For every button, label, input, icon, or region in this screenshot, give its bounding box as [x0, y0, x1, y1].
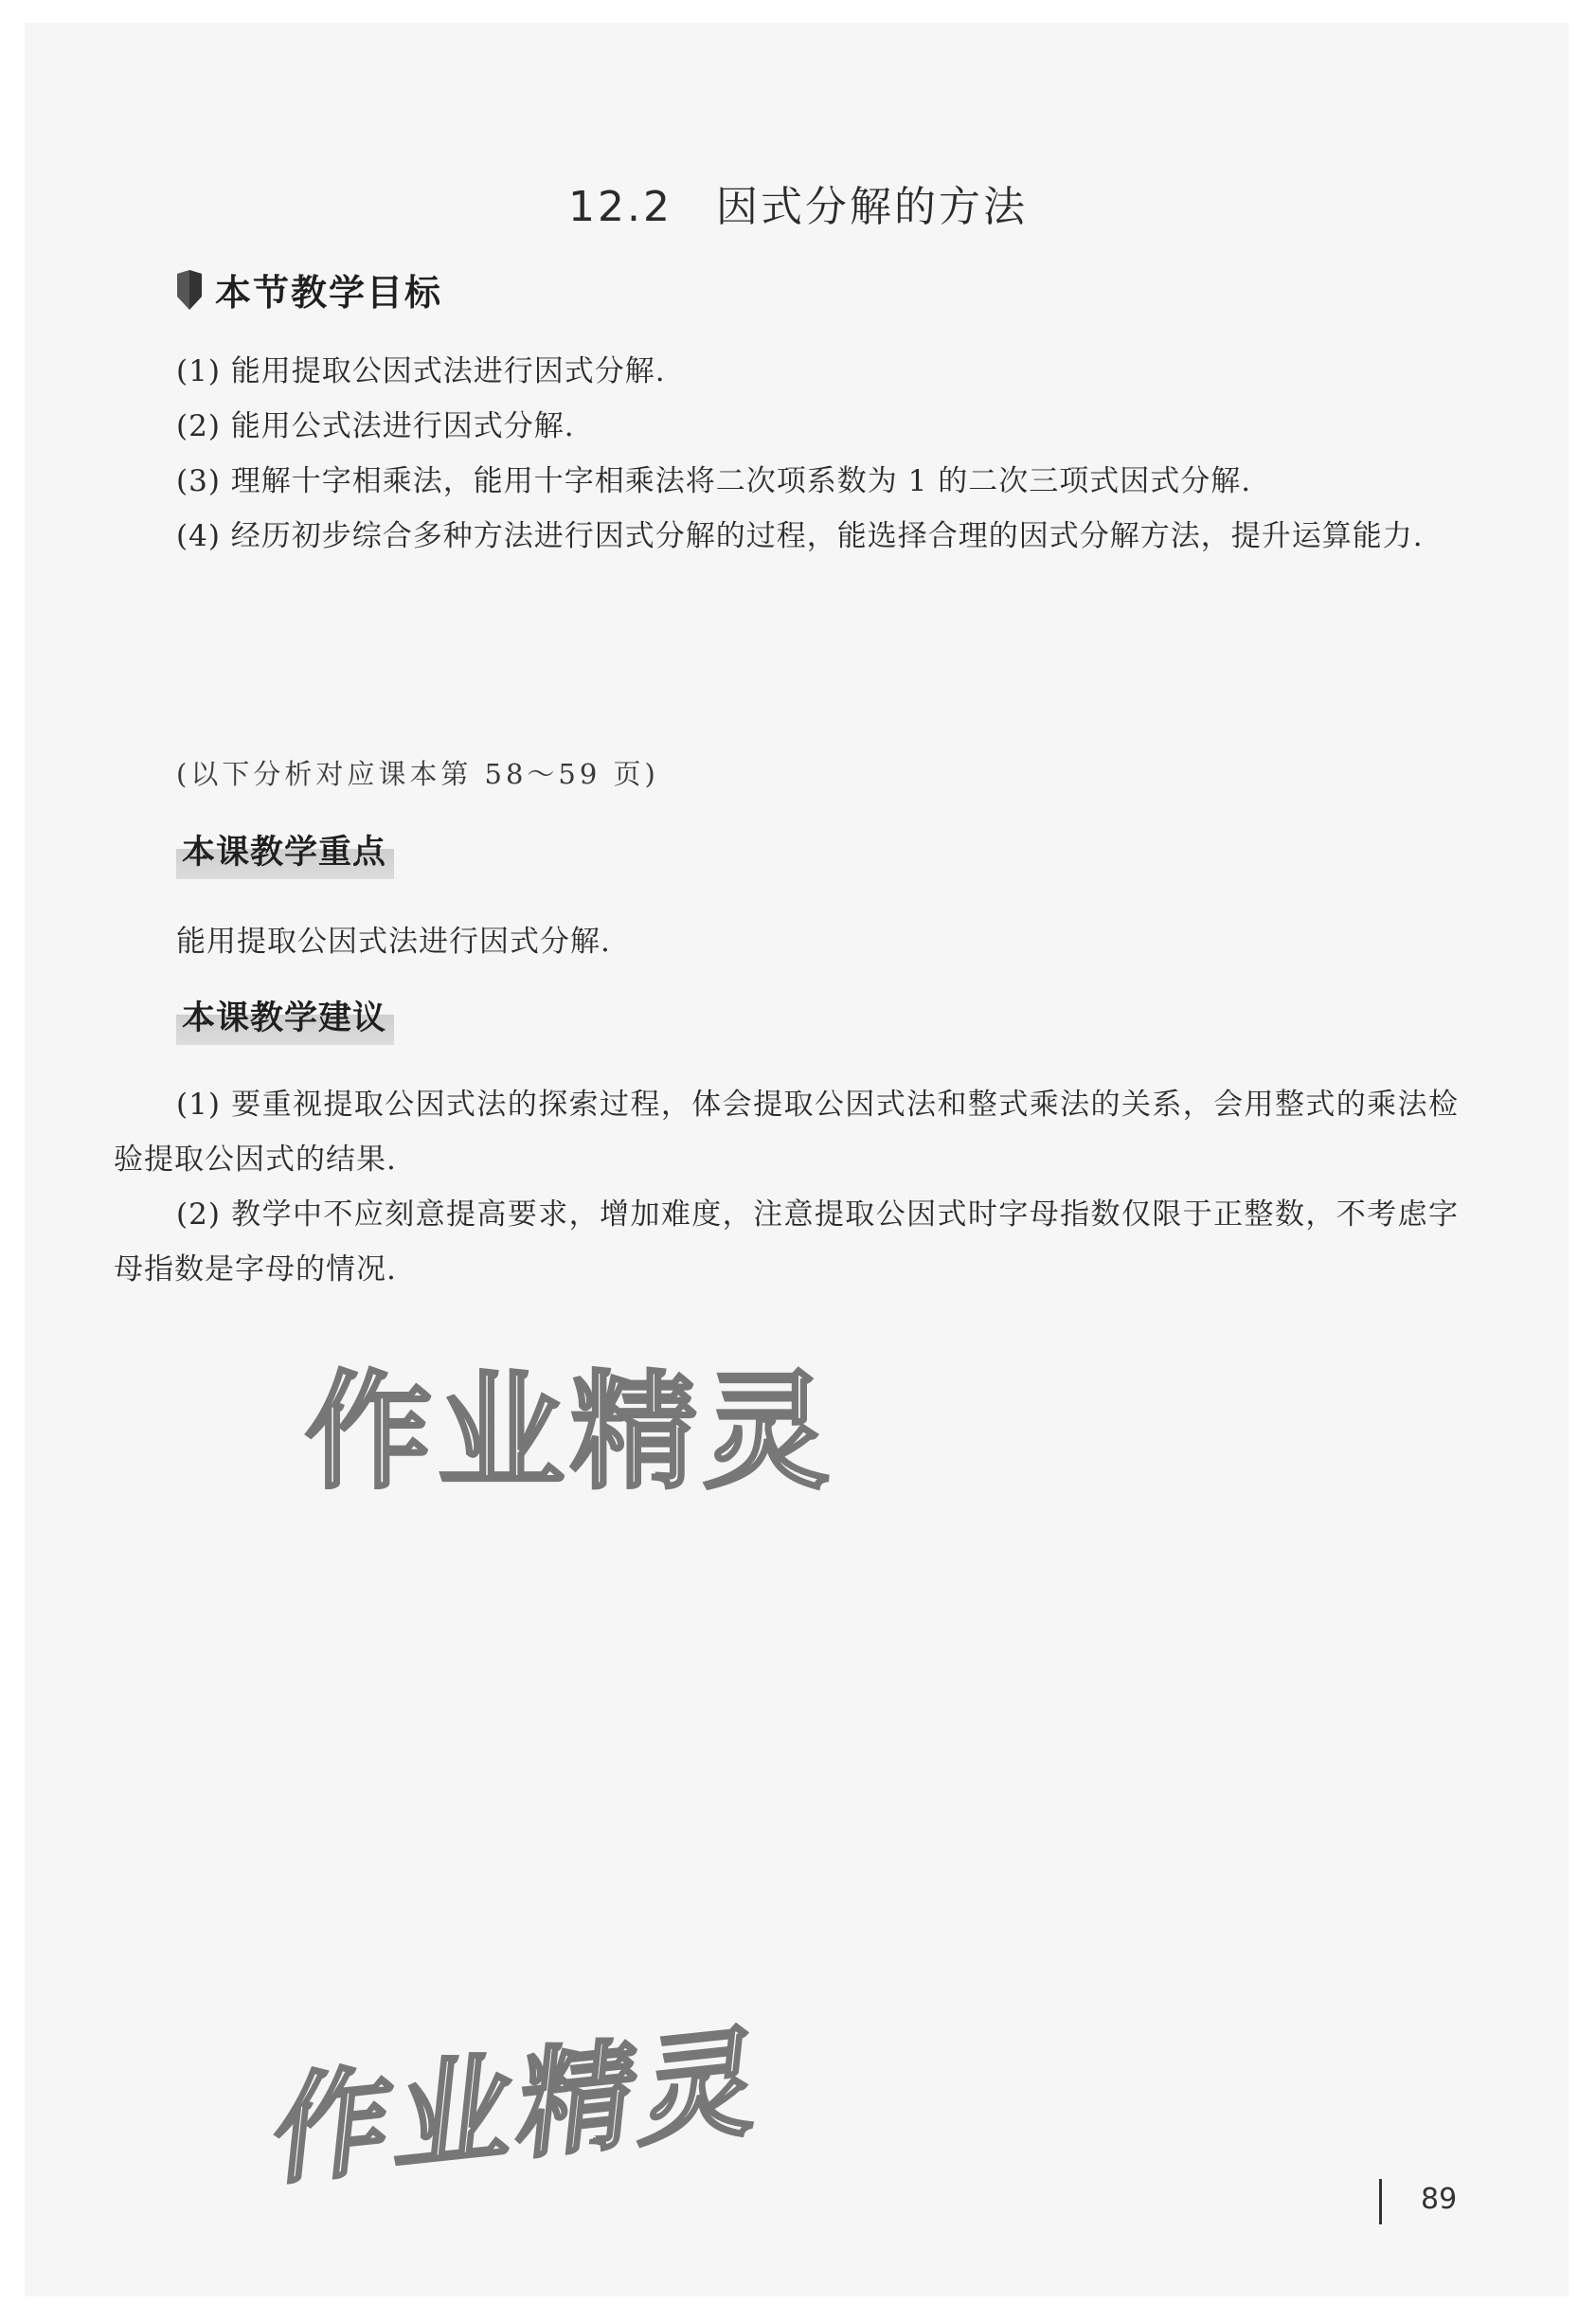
goal-item-4: (4) 经历初步综合多种方法进行因式分解的过程，能选择合理的因式分解方法，提升运算能力.: [176, 519, 1424, 553]
goal-item-3: (3) 理解十字相乘法，能用十字相乘法将二次项系数为 1 的二次三项式因式分解.: [176, 464, 1252, 498]
watermark-upper: 作业精灵: [305, 1359, 836, 1506]
page-number: 89: [1421, 2183, 1458, 2216]
suggestions-heading: 本课教学建议: [176, 990, 394, 1045]
key-points-text: 能用提取公因式法进行因式分解.: [176, 925, 611, 959]
goal-item-2: (2) 能用公式法进行因式分解.: [176, 409, 575, 443]
shield-bullet-icon: [175, 268, 204, 312]
watermark-lower: 作业精灵: [266, 2012, 772, 2203]
section-title: [0, 172, 1596, 233]
section-number: 12.2: [568, 183, 672, 231]
section-title-text: 因式分解的方法: [715, 183, 1028, 231]
goals-heading: [175, 263, 442, 315]
suggestion-item-2: (2) 教学中不应刻意提高要求，增加难度，注意提取公因式时字母指数仅限于正整数，不考虑字母指数是字母的情况.: [114, 1197, 1459, 1287]
key-points-heading: 本课教学重点: [176, 824, 394, 879]
reference-note: (以下分析对应课本第 58～59 页): [176, 758, 659, 790]
goal-item-1: (1) 能用提取公因式法进行因式分解.: [176, 354, 666, 388]
page-number-rule: [1379, 2179, 1382, 2224]
suggestion-item-1: (1) 要重视提取公因式法的探索过程，体会提取公因式法和整式乘法的关系，会用整式的乘法检验提取公因式的结果.: [114, 1088, 1459, 1177]
goals-heading-text: 本节教学目标: [215, 272, 443, 314]
